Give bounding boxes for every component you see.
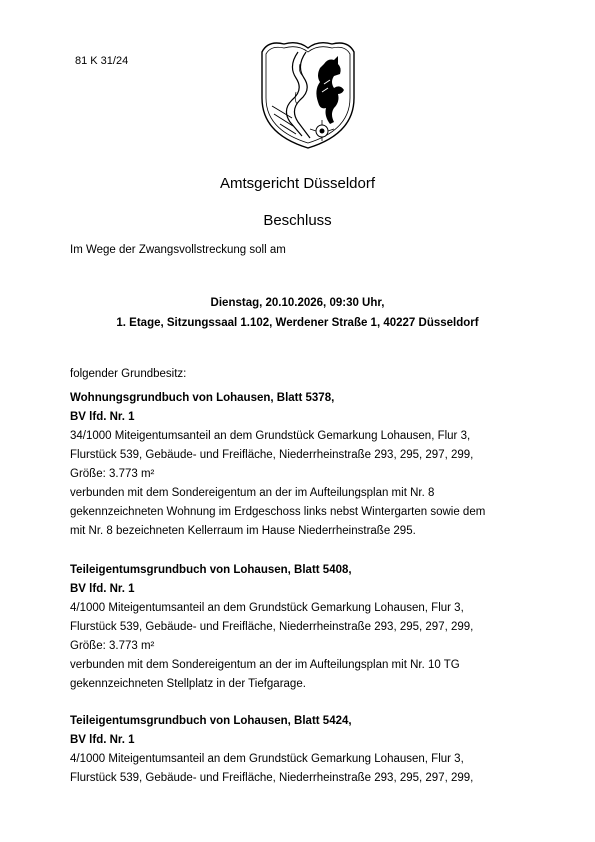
section-line: 34/1000 Miteigentumsanteil an dem Grundstück Gemarkung Lohausen, Flur 3, — [70, 430, 471, 442]
section-line: Flurstück 539, Gebäude- und Freifläche, Niederrheinstraße 293, 295, 297, 299, — [70, 621, 474, 633]
section-line: Flurstück 539, Gebäude- und Freifläche, Niederrheinstraße 293, 295, 297, 299, — [70, 772, 474, 784]
section-line: verbunden mit dem Sondereigentum an der im Aufteilungsplan mit Nr. 10 TG — [70, 659, 460, 671]
section-bv-number: BV lfd. Nr. 1 — [70, 411, 135, 423]
court-name: Amtsgericht Düsseldorf — [219, 175, 376, 192]
section-line: Flurstück 539, Gebäude- und Freifläche, Niederrheinstraße 293, 295, 297, 299, — [70, 449, 474, 461]
intro-text: Im Wege der Zwangsvollstreckung soll am — [70, 244, 286, 256]
section-bv-number: BV lfd. Nr. 1 — [70, 734, 135, 746]
section-line: Größe: 3.773 m² — [70, 640, 155, 652]
hearing-location: 1. Etage, Sitzungssaal 1.102, Werdener Straße 1, 40227 Düsseldorf — [116, 317, 479, 329]
document-title: Beschluss — [263, 212, 332, 229]
section-line: Größe: 3.773 m² — [70, 468, 155, 480]
property-label: folgender Grundbesitz: — [70, 368, 187, 380]
file-number: 81 K 31/24 — [75, 55, 129, 67]
property-section-5408 — [70, 561, 530, 694]
section-title: Teileigentumsgrundbuch von Lohausen, Blatt 5424, — [70, 715, 352, 727]
section-bv-number: BV lfd. Nr. 1 — [70, 583, 135, 595]
section-title: Wohnungsgrundbuch von Lohausen, Blatt 5378, — [70, 392, 335, 404]
property-section-5424 — [70, 712, 530, 788]
coat-of-arms-icon — [258, 36, 358, 151]
section-line: 4/1000 Miteigentumsanteil an dem Grundstück Gemarkung Lohausen, Flur 3, — [70, 602, 464, 614]
section-line: 4/1000 Miteigentumsanteil an dem Grundstück Gemarkung Lohausen, Flur 3, — [70, 753, 464, 765]
section-line: gekennzeichneten Stellplatz in der Tiefgarage. — [70, 678, 306, 690]
section-line: gekennzeichneten Wohnung im Erdgeschoss links nebst Wintergarten sowie dem — [70, 506, 486, 518]
property-section-5378 — [70, 389, 530, 541]
section-title: Teileigentumsgrundbuch von Lohausen, Blatt 5408, — [70, 564, 352, 576]
hearing-date-time: Dienstag, 20.10.2026, 09:30 Uhr, — [210, 297, 385, 309]
section-line: verbunden mit dem Sondereigentum an der im Aufteilungsplan mit Nr. 8 — [70, 487, 435, 499]
section-line: mit Nr. 8 bezeichneten Kellerraum im Hause Niederrheinstraße 295. — [70, 525, 416, 537]
